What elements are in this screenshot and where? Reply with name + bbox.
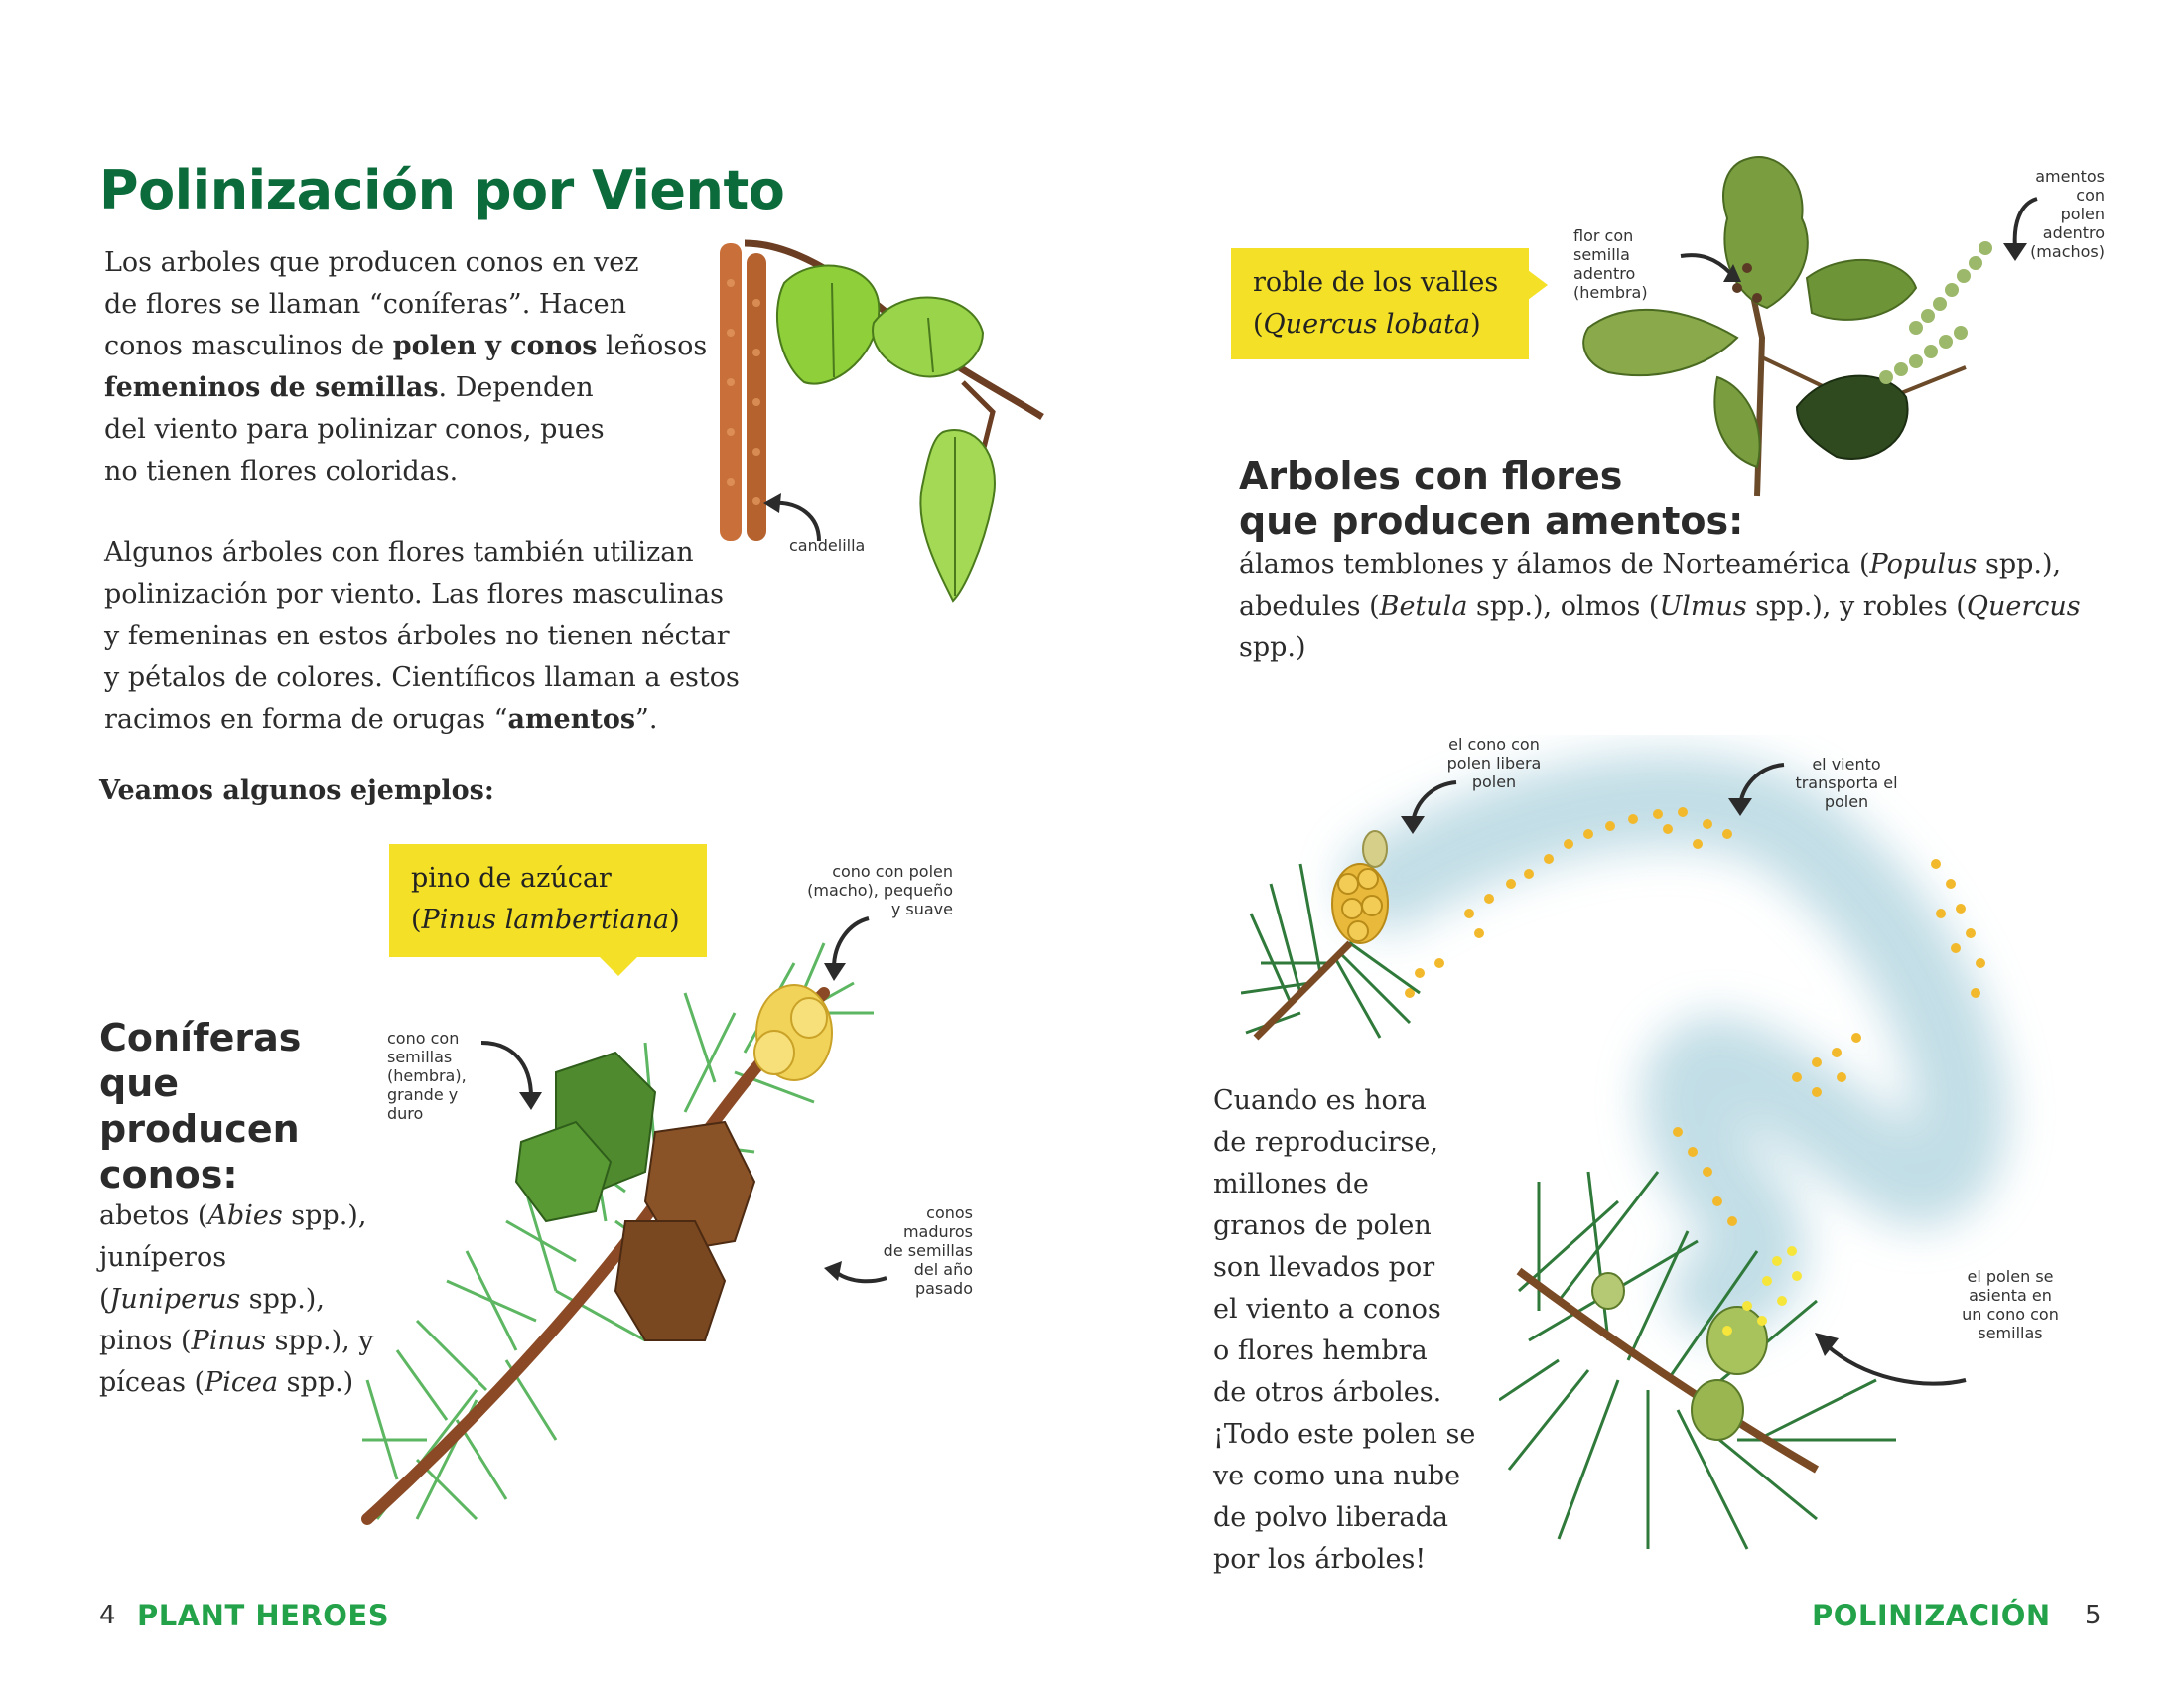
heading-line: conos: [99, 1153, 238, 1196]
oak-leaf [1807, 260, 1916, 320]
leaf [920, 430, 995, 601]
catkin-list [1239, 544, 2132, 669]
page-title: Polinización por Viento [99, 159, 785, 221]
intro-line: Algunos árboles con flores también utilizan [104, 537, 694, 568]
conifer-heading [99, 1015, 301, 1197]
page-number-right: 5 [2085, 1601, 2102, 1630]
list-line: abedules (Betula spp.), olmos (Ulmus spp.), y robles (Quercus spp.) [1239, 591, 2081, 663]
tag-latin-name: (Quercus lobata) [1253, 309, 1481, 340]
list-line: (Juniperus spp.), [99, 1284, 325, 1315]
heading-line: Arboles con flores [1239, 454, 1623, 497]
carry-note: el viento transporta el polen [1795, 755, 1898, 811]
list-line: álamos temblones y álamos de Norteamérica (Populus spp.), [1239, 549, 2062, 580]
curved-arrow-icon [1807, 1321, 1976, 1400]
intro-line: Los arboles que producen conos en vez [104, 247, 639, 278]
oak-female-note: flor con semilla adentro (hembra) [1573, 226, 1648, 302]
catkin-label: candelilla [789, 536, 866, 555]
intro-line: y femeninas en estos árboles no tienen néctar [104, 621, 730, 651]
list-line: abetos (Abies spp.), [99, 1200, 367, 1231]
release-note: el cono con polen libera polen [1446, 735, 1542, 791]
story-paragraph: Cuando es hora de reproducirse, millones de granos de polen son llevados por el viento a conos o flores hembra de otros árboles. ¡Todo este polen se ve como una nube de polvo liberada por los árboles! [1213, 1085, 1476, 1575]
oak-tag [1231, 248, 1529, 359]
catkin-cluster [1879, 241, 1992, 384]
page-number-left: 4 [99, 1601, 116, 1630]
intro-line: conos masculinos de polen y conos leñosos [104, 331, 708, 361]
leaf [873, 298, 983, 377]
curved-arrow-icon [477, 1033, 546, 1112]
leaf [777, 266, 879, 384]
pollen-cone [754, 985, 832, 1080]
seed-cone [1592, 1273, 1624, 1309]
intro-line: femeninos de semillas. Dependen [104, 372, 594, 403]
oak-male-note: amentos con polen adentro (machos) [2030, 167, 2105, 261]
oak-leaf [1583, 310, 1737, 375]
heading-line: que producen amentos: [1239, 499, 1744, 543]
heading-line: que [99, 1061, 180, 1105]
list-line: juníperos [99, 1242, 227, 1273]
settle-note: el polen se asienta en un cono con semillas [1962, 1267, 2059, 1342]
intro-line: polinización por viento. Las flores masculinas [104, 579, 724, 610]
examples-lead: Veamos algunos ejemplos: [99, 775, 494, 806]
intro-paragraph-1 [104, 242, 720, 492]
intro-line: no tienen flores coloridas. [104, 456, 459, 487]
intro-line: del viento para polinizar conos, pues [104, 414, 605, 445]
mature-cones-note: conos maduros de semillas del año pasado [883, 1203, 973, 1298]
valley-oak-illustration [1569, 139, 2065, 506]
footer-label-left: PLANT HEROES [137, 1599, 390, 1632]
intro-line: de flores se llaman “coníferas”. Hacen [104, 289, 627, 320]
tag-pointer [1528, 270, 1548, 300]
curved-arrow-icon [1676, 248, 1745, 288]
heading-line: producen [99, 1107, 300, 1151]
curved-arrow-icon [819, 914, 879, 983]
list-line: píceas (Picea spp.) [99, 1367, 354, 1398]
pollen-cone [1332, 864, 1388, 943]
heading-line: Coníferas [99, 1016, 302, 1059]
conifer-list [99, 1196, 397, 1404]
tag-latin-name: (Pinus lambertiana) [411, 905, 680, 935]
footer-label-right: POLINIZACIÓN [1812, 1599, 2051, 1632]
intro-line: y pétalos de colores. Científicos llaman a estos [104, 662, 740, 693]
intro-line: racimos en forma de orugas “amentos”. [104, 704, 658, 735]
pollen-cone-note: cono con polen (macho), pequeño y suave [807, 862, 953, 918]
catkin [720, 243, 742, 541]
seed-cone-note: cono con semillas (hembra), grande y duro [387, 1029, 467, 1123]
oak-leaf-dark [1797, 376, 1908, 459]
intro-paragraph-2 [104, 532, 779, 741]
seed-cone [1707, 1307, 1767, 1374]
curved-arrow-icon [822, 1253, 891, 1293]
seed-cone [1692, 1380, 1743, 1440]
list-line: pinos (Pinus spp.), y [99, 1326, 374, 1356]
curved-arrow-icon [1395, 774, 1464, 834]
catkin-heading [1239, 453, 1743, 544]
tag-common-name: roble de los valles [1253, 267, 1499, 298]
birch-branch-illustration [685, 223, 1062, 611]
curved-arrow-icon [1995, 194, 2045, 263]
pine-pollen-cone-illustration [1241, 824, 1439, 1043]
curved-arrow-icon [1722, 757, 1792, 816]
tag-common-name: pino de azúcar [411, 863, 612, 894]
